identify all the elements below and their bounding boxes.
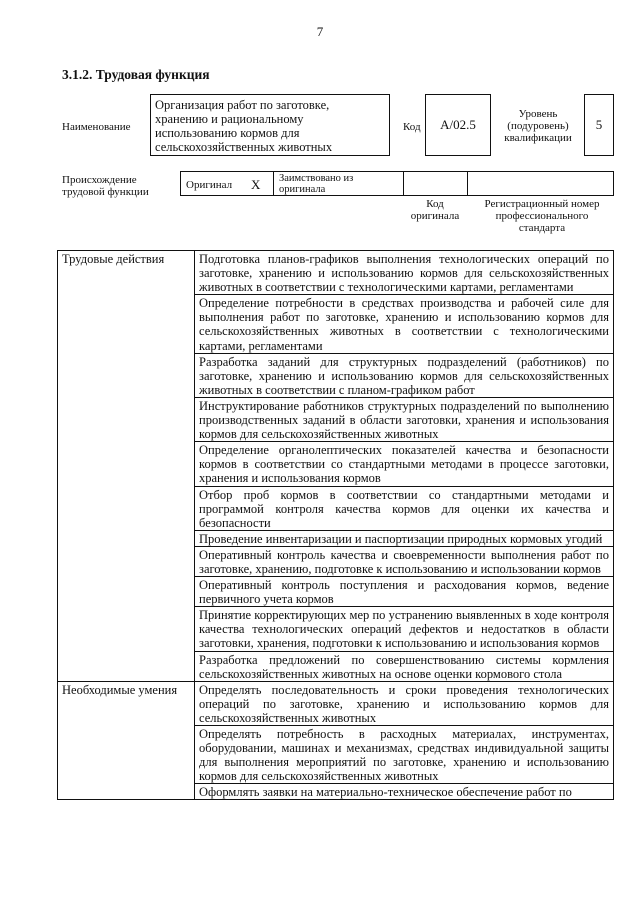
item-cell: Оперативный контроль качества и своевременности выполнения работ по заготовке, хранению, подготовке к использованию и использовании кормов [195, 546, 614, 576]
level-label: Уровень (подуровень) квалификации [504, 108, 572, 144]
origin-table [180, 171, 614, 196]
section-title: 3.1.2. Трудовая функция [62, 67, 210, 82]
origin-divider-1 [273, 172, 274, 195]
borrowed-label: Заимствовано из оригинала [279, 173, 354, 195]
item-cell: Оформлять заявки на материально-техническое обеспечение работ по [195, 784, 614, 800]
code-caption: Код оригинала [410, 198, 460, 222]
level-value-box [584, 94, 614, 156]
table-row [58, 251, 614, 295]
code-value: A/02.5 [440, 117, 476, 132]
reg-caption: Регистрационный номер профессионального стандарта [484, 198, 600, 234]
item-cell: Разработка предложений по совершенствованию системы кормления сельскохозяйственных животных на основе оценки кормового стола [195, 651, 614, 681]
table-row [58, 681, 614, 725]
category-cell: Необходимые умения [58, 681, 195, 800]
name-label: Наименование [62, 121, 131, 133]
item-cell: Определение органолептических показателей качества и безопасности кормов в соответствии со стандартными методами в процессе заготовки, хранения и использования кормов [195, 442, 614, 486]
item-cell: Отбор проб кормов в соответствии со стандартными методами и программой контроля качества кормов для оценки их качества и безопасности [195, 486, 614, 530]
origin-divider-3 [467, 172, 468, 195]
table-body [58, 251, 614, 800]
item-cell: Оперативный контроль поступления и расходования кормов, ведение первичного учета кормов [195, 577, 614, 607]
function-name-value: Организация работ по заготовке, хранению и рациональному использованию кормов для сельскохозяйственных животных [155, 98, 333, 154]
code-value-box [425, 94, 491, 156]
item-cell: Проведение инвентаризации и паспортизации природных кормовых угодий [195, 530, 614, 546]
level-value: 5 [595, 117, 603, 132]
item-cell: Принятие корректирующих мер по устранению выявленных в ходе контроля качества технологических операций дефектов и недостатков в области заготовки, хранения, подготовки к использованию и использования кормов [195, 607, 614, 651]
item-cell: Инструктирование работников структурных подразделений по выполнению производственных заданий в области заготовки, хранения и использования кормов для сельскохозяйственных животных [195, 397, 614, 441]
original-label: Оригинал [186, 179, 233, 191]
item-cell: Подготовка планов-графиков выполнения технологических операций по заготовке, хранению и использованию кормов для сельскохозяйственных животных в соответствии с технологическими картами, регламентами [195, 251, 614, 295]
code-label: Код [403, 121, 421, 133]
page-number: 7 [316, 24, 324, 39]
item-cell: Определение потребности в средствах производства и рабочей силе для выполнения работ по заготовке, хранению и использованию кормов для сельскохозяйственных животных в соответствии с технологическими картами, регламентами [195, 295, 614, 353]
origin-label: Происхождение трудовой функции [62, 174, 149, 198]
function-name-box [150, 94, 390, 156]
category-cell: Трудовые действия [58, 251, 195, 682]
origin-divider-2 [403, 172, 404, 195]
item-cell: Определять последовательность и сроки проведения технологических операций по заготовке, хранению и использованию кормов для сельскохозяйственных животных [195, 681, 614, 725]
item-cell: Определять потребность в расходных материалах, инструментах, оборудовании, машинах и механизмах, средствах индивидуальной защиты для выполнения мероприятий по заготовке, хранению и использованию кормов для сельскохозяйственных животных [195, 726, 614, 784]
function-details-table [57, 250, 614, 800]
original-mark: X [251, 177, 261, 192]
item-cell: Разработка заданий для структурных подразделений (работников) по заготовке, хранению и использованию кормов для сельскохозяйственных животных в соответствии с планом-графиком работ [195, 353, 614, 397]
